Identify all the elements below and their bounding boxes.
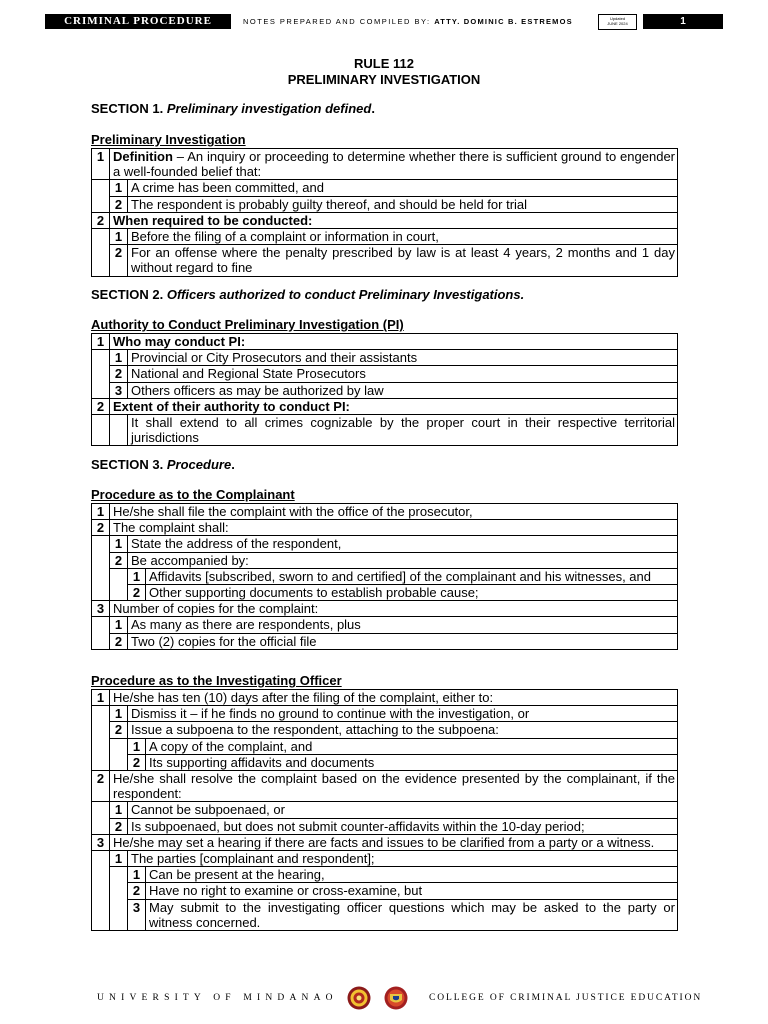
table-investigating-officer [91,689,678,931]
list-item: As many as there are respondents, plus [128,617,678,633]
item-number: 3 [110,382,128,398]
section-2-label: SECTION 2. [91,287,164,302]
row-number: 1 [92,690,110,706]
updated-box [598,14,637,30]
item-number: 2 [110,552,128,568]
table-title-investigating-officer: Procedure as to the Investigating Officer [91,673,342,688]
subitem-number: 1 [128,568,146,584]
list-item: Be accompanied by: [128,552,678,568]
table-title-authority: Authority to Conduct Preliminary Investigation (PI) [91,317,404,332]
item-number: 1 [110,617,128,633]
footer-university: UNIVERSITY OF MINDANAO [97,993,338,1003]
item-number: 2 [110,196,128,212]
compiled-by-line [243,14,573,29]
list-item: The complaint shall: [110,520,678,536]
list-item: Two (2) copies for the official file [128,633,678,649]
subitem-number: 2 [128,585,146,601]
who-may-conduct-heading: Who may conduct PI: [110,334,678,350]
item-number: 1 [110,350,128,366]
updated-label: Updated [609,16,626,21]
subitem-number: 3 [128,899,146,930]
table-authority [91,333,678,446]
subitem-number: 1 [128,738,146,754]
page-header [45,14,723,29]
row-number: 2 [92,771,110,802]
rule-number: RULE 112 [354,56,414,71]
when-required-heading: When required to be conducted: [110,212,678,228]
list-item: Before the filing of a complaint or information in court, [128,229,678,245]
college-seal-icon [384,986,408,1010]
list-item: The parties [complainant and respondent]; [128,851,678,867]
extent-text: It shall extend to all crimes cognizable by the proper court in their respective territorial jurisdictions [128,415,678,446]
compiled-by-label: NOTES PREPARED AND COMPILED BY: [243,17,431,26]
subitem-number: 1 [128,867,146,883]
definition-text: – An inquiry or proceeding to determine whether there is sufficient ground to engender a well-founded belief that: [113,149,675,180]
section-3-heading: SECTION 3. Procedure. [91,457,235,472]
list-item: Number of copies for the complaint: [110,601,678,617]
page-number: 1 [643,14,723,29]
subitem-number: 2 [128,883,146,899]
list-item: A crime has been committed, and [128,180,678,196]
item-number: 1 [110,229,128,245]
list-item: Its supporting affidavits and documents [146,754,678,770]
item-number: 1 [110,180,128,196]
list-item: Dismiss it – if he finds no ground to continue with the investigation, or [128,706,678,722]
list-item: He/she shall resolve the complaint based on the evidence presented by the complainant, if the respondent: [110,771,678,802]
table-title-preliminary-investigation: Preliminary Investigation [91,132,246,147]
item-number: 1 [110,706,128,722]
row-number: 1 [92,334,110,350]
subitem-number: 2 [128,754,146,770]
row-number: 2 [92,520,110,536]
list-item: Can be present at the hearing, [146,867,678,883]
section-3-title: Procedure [166,457,232,472]
item-number: 2 [110,366,128,382]
list-item: National and Regional State Prosecutors [128,366,678,382]
row-number: 2 [92,212,110,228]
list-item: State the address of the respondent, [128,536,678,552]
list-item: For an offense where the penalty prescribed by law is at least 4 years, 2 months and 1 day without regard to fine [128,245,678,276]
row-number: 3 [92,834,110,850]
definition-term: Definition [113,149,173,164]
item-number: 1 [110,851,128,867]
extent-heading: Extent of their authority to conduct PI: [110,398,678,414]
list-item: Issue a subpoena to the respondent, attaching to the subpoena: [128,722,678,738]
list-item: Have no right to examine or cross-examine, but [146,883,678,899]
section-1-title: Preliminary investigation defined [166,101,372,116]
list-item: A copy of the complaint, and [146,738,678,754]
list-item: Cannot be subpoenaed, or [128,802,678,818]
table-complainant [91,503,678,650]
section-1-heading: SECTION 1. Preliminary investigation defined. [91,101,375,116]
item-number: 1 [110,802,128,818]
table-preliminary-investigation [91,148,678,277]
list-item: He/she has ten (10) days after the filing of the complaint, either to: [110,690,678,706]
list-item: Other supporting documents to establish probable cause; [146,585,678,601]
item-number: 2 [110,722,128,738]
footer-college: COLLEGE OF CRIMINAL JUSTICE EDUCATION [429,993,703,1003]
table-title-complainant: Procedure as to the Complainant [91,487,295,502]
section-3-label: SECTION 3. [91,457,164,472]
list-item: May submit to the investigating officer questions which may be asked to the party or witness concerned. [146,899,678,930]
updated-date: JUNE 2024 [607,21,628,26]
row-number: 1 [92,149,110,180]
section-1-label: SECTION 1. [91,101,164,116]
list-item: Affidavits [subscribed, sworn to and certified] of the complainant and his witnesses, and [146,568,678,584]
row-number: 3 [92,601,110,617]
list-item: Provincial or City Prosecutors and their assistants [128,350,678,366]
list-item: He/she may set a hearing if there are facts and issues to be clarified from a party or a witness. [110,834,678,850]
item-number: 2 [110,818,128,834]
section-2-heading [91,287,524,303]
author-name: ATTY. DOMINIC B. ESTREMOS [434,17,573,26]
row-number: 1 [92,504,110,520]
item-number: 2 [110,245,128,276]
item-number: 2 [110,633,128,649]
university-seal-icon [347,986,371,1010]
row-number: 2 [92,398,110,414]
definition-cell [110,149,678,180]
list-item: Is subpoenaed, but does not submit counter-affidavits within the 10-day period; [128,818,678,834]
item-number: 1 [110,536,128,552]
section-2-title: Officers authorized to conduct Preliminary Investigations. [166,287,525,302]
course-title: CRIMINAL PROCEDURE [45,14,231,29]
list-item: The respondent is probably guilty thereof, and should be held for trial [128,196,678,212]
list-item: Others officers as may be authorized by law [128,382,678,398]
rule-title: PRELIMINARY INVESTIGATION [287,72,481,87]
list-item: He/she shall file the complaint with the office of the prosecutor, [110,504,678,520]
